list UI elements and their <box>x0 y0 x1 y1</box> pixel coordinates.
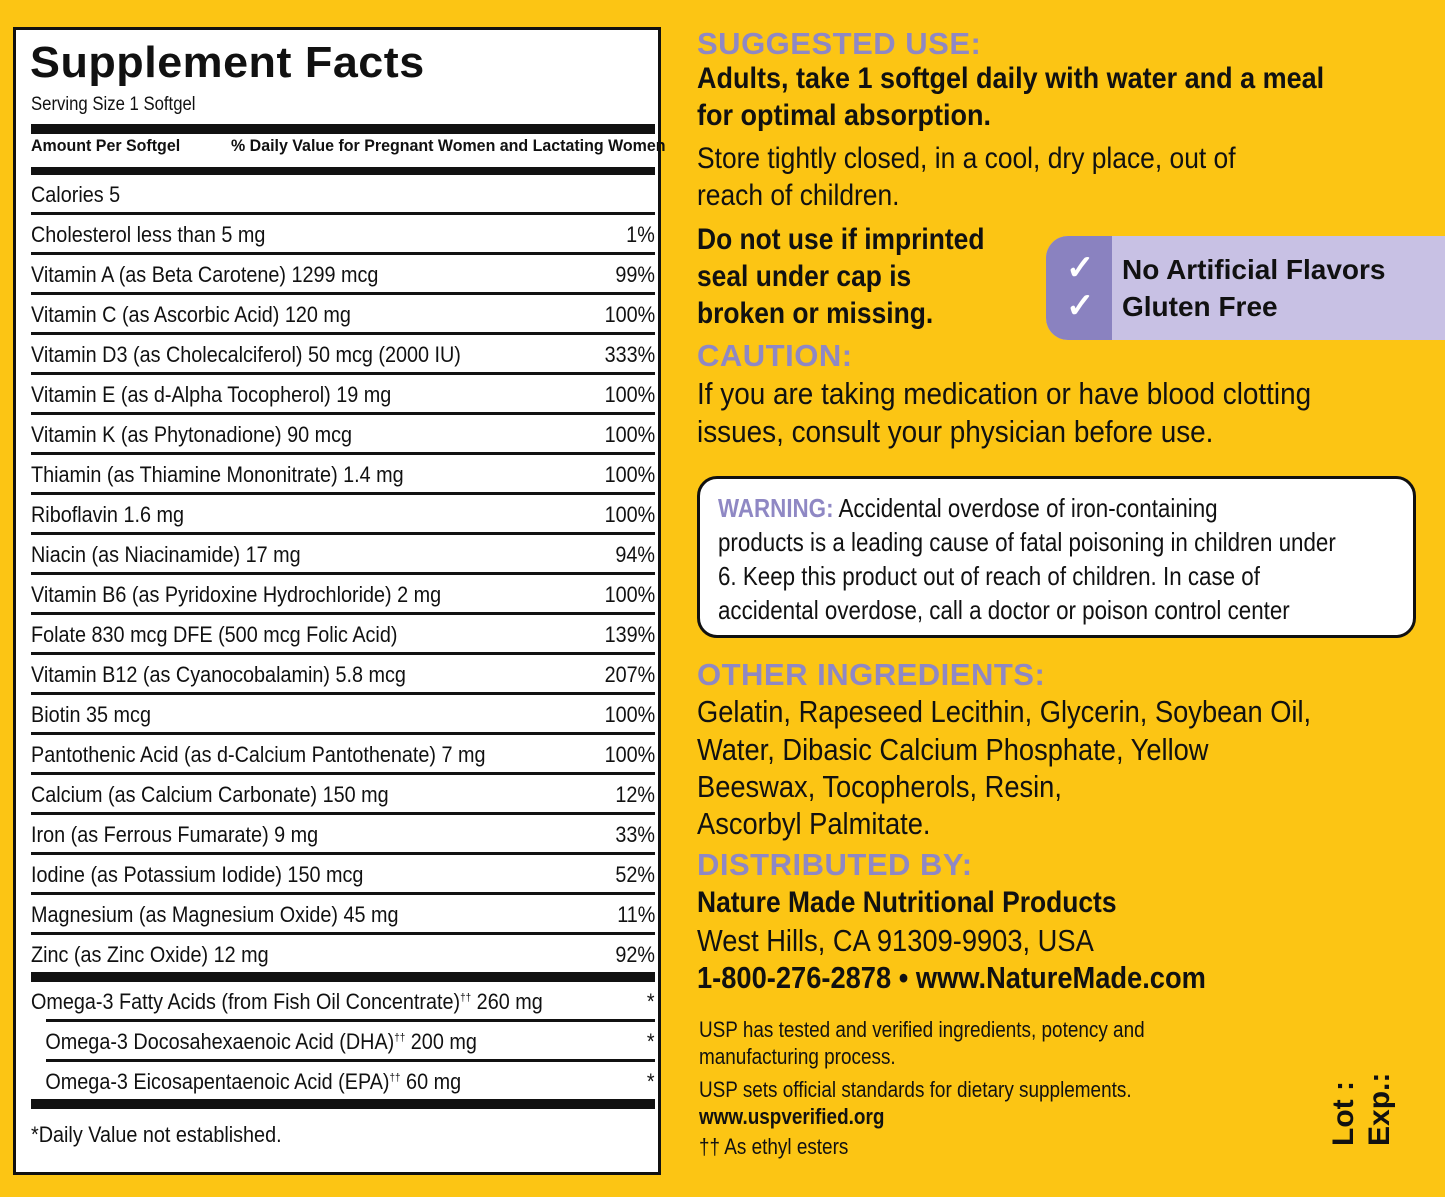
nutrient-row <box>31 935 655 975</box>
nutrient-row <box>31 615 655 655</box>
nutrient-dv: 92% <box>615 942 655 967</box>
nutrient-row <box>31 295 655 335</box>
calories-row <box>31 175 655 215</box>
warning-line: products is a leading cause of fatal poisoning in children under <box>718 527 1336 557</box>
nutrient-name: Vitamin D3 (as Cholecalciferol) 50 mcg (2000 IU) <box>31 342 461 367</box>
nutrient-row <box>31 815 655 855</box>
nutrient-dv: 94% <box>615 542 655 567</box>
thick-divider <box>31 167 655 175</box>
row-divider <box>31 1099 655 1109</box>
nutrient-name: Thiamin (as Thiamine Mononitrate) 1.4 mg <box>31 462 404 487</box>
ingredients-line: Ascorbyl Palmitate. <box>697 806 931 841</box>
nutrient-row <box>31 415 655 455</box>
omega-dv: * <box>647 1029 655 1054</box>
nutrient-row <box>31 895 655 935</box>
checkmark-icon: ✓ <box>1066 249 1095 287</box>
nutrient-row <box>31 215 655 255</box>
checkmark-icon: ✓ <box>1066 287 1095 325</box>
nutrient-dv: 333% <box>604 342 655 367</box>
nutrient-dv: 100% <box>604 742 655 767</box>
nutrient-name: Vitamin E (as d-Alpha Tocopherol) 19 mg <box>31 382 392 407</box>
header-dv: % Daily Value for Pregnant Women and Lactating Women <box>230 136 666 155</box>
row-divider <box>31 972 655 982</box>
nutrient-row <box>31 335 655 375</box>
nutrient-row <box>31 855 655 895</box>
facts-title: Supplement Facts <box>30 38 425 87</box>
nutrient-dv: 99% <box>615 262 655 287</box>
nutrient-row <box>31 495 655 535</box>
seal-warning: broken or missing. <box>697 297 934 330</box>
nutrient-dv: 11% <box>616 902 655 927</box>
warning-line: 6. Keep this product out of reach of children. In case of <box>718 561 1260 591</box>
company-address: West Hills, CA 91309-9903, USA <box>697 923 1094 958</box>
nutrient-dv: 100% <box>604 382 655 407</box>
nutrient-name: Magnesium (as Magnesium Oxide) 45 mg <box>31 902 399 927</box>
header-amount: Amount Per Softgel <box>31 136 181 155</box>
nutrient-name: Calcium (as Calcium Carbonate) 150 mg <box>31 782 389 807</box>
warning-box <box>697 476 1416 638</box>
nutrient-name: Zinc (as Zinc Oxide) 12 mg <box>31 942 269 967</box>
caution-heading: CAUTION: <box>697 338 853 373</box>
warning-line: accidental overdose, call a doctor or poison control center <box>718 595 1290 625</box>
caution-text: issues, consult your physician before use. <box>697 414 1214 449</box>
supplement-facts-panel <box>13 27 666 1175</box>
nutrient-row <box>31 255 655 295</box>
nutrient-dv: 100% <box>604 702 655 727</box>
storage-text: reach of children. <box>697 179 900 212</box>
distributed-by-heading: DISTRIBUTED BY: <box>697 847 973 882</box>
lot-exp <box>1326 1073 1398 1146</box>
nutrient-dv: 12% <box>615 782 655 807</box>
nutrient-row <box>31 735 655 775</box>
nutrient-name: Vitamin B12 (as Cyanocobalamin) 5.8 mcg <box>31 662 406 687</box>
nutrient-dv: 100% <box>604 462 655 487</box>
nutrient-name: Vitamin A (as Beta Carotene) 1299 mcg <box>31 262 379 287</box>
nutrient-dv: 33% <box>615 822 655 847</box>
nutrient-dv: 100% <box>604 302 655 327</box>
nutrient-name: Vitamin B6 (as Pyridoxine Hydrochloride) 2 mg <box>31 582 442 607</box>
nutrient-row <box>31 775 655 815</box>
caution-text: If you are taking medication or have blood clotting <box>697 376 1312 411</box>
suggested-use-line: for optimal absorption. <box>697 99 992 132</box>
thick-divider <box>31 124 655 134</box>
nutrient-row <box>31 695 655 735</box>
nutrient-dv: 52% <box>615 862 655 887</box>
ethyl-esters-note: †† As ethyl esters <box>699 1134 849 1159</box>
ingredients-line: Water, Dibasic Calcium Phosphate, Yellow <box>697 732 1209 767</box>
claim-gluten-free: Gluten Free <box>1122 291 1278 322</box>
warning-line <box>718 493 1218 524</box>
omega-row <box>31 1062 655 1102</box>
exp-label: Exp.: <box>1363 1072 1396 1146</box>
nutrient-name: Vitamin C (as Ascorbic Acid) 120 mg <box>31 302 351 327</box>
nutrient-name: Pantothenic Acid (as d-Calcium Pantothenate) 7 mg <box>31 742 486 767</box>
other-ingredients-heading: OTHER INGREDIENTS: <box>697 657 1046 692</box>
warning-text: Accidental overdose of iron-containing <box>833 493 1218 523</box>
nutrient-dv: 139% <box>604 622 655 647</box>
omega-name: Omega-3 Fatty Acids (from Fish Oil Concentrate)†† 260 mg <box>31 989 543 1014</box>
nutrient-dv: 100% <box>604 582 655 607</box>
ingredients-line: Beeswax, Tocopherols, Resin, <box>697 769 1062 804</box>
ingredients-line: Gelatin, Rapeseed Lecithin, Glycerin, Soybean Oil, <box>697 694 1312 729</box>
nutrient-row <box>31 575 655 615</box>
usp-text: manufacturing process. <box>699 1044 896 1069</box>
nutrient-name: Iron (as Ferrous Fumarate) 9 mg <box>31 822 319 847</box>
seal-warning: Do not use if imprinted <box>697 223 985 256</box>
nutrient-name: Niacin (as Niacinamide) 17 mg <box>31 542 301 567</box>
nutrient-dv: 1% <box>626 222 655 247</box>
nutrient-row <box>31 455 655 495</box>
nutrient-row <box>31 375 655 415</box>
column-header <box>31 136 666 156</box>
omega-row <box>31 982 655 1022</box>
nutrient-name: Folate 830 mcg DFE (500 mcg Folic Acid) <box>31 622 398 647</box>
usp-url[interactable]: www.uspverified.org <box>699 1104 885 1129</box>
omega-dv: * <box>647 989 655 1014</box>
nutrient-name: Vitamin K (as Phytonadione) 90 mcg <box>31 422 353 447</box>
nutrient-row <box>31 535 655 575</box>
company-name: Nature Made Nutritional Products <box>697 886 1117 919</box>
nutrient-dv: 207% <box>604 662 655 687</box>
omega-name: Omega-3 Eicosapentaenoic Acid (EPA)†† 60 mg <box>45 1069 462 1094</box>
nutrient-name: Cholesterol less than 5 mg <box>31 222 266 247</box>
suggested-use-line: Adults, take 1 softgel daily with water and a meal <box>697 62 1325 95</box>
seal-warning: seal under cap is <box>697 260 912 293</box>
nutrient-name: Iodine (as Potassium Iodide) 150 mcg <box>31 862 364 887</box>
storage-text: Store tightly closed, in a cool, dry place, out of <box>697 142 1236 175</box>
nutrient-row <box>31 655 655 695</box>
calories: Calories 5 <box>31 182 121 207</box>
claims-badge <box>1046 236 1445 340</box>
nutrient-name: Riboflavin 1.6 mg <box>31 502 184 527</box>
nutrient-dv: 100% <box>604 422 655 447</box>
lot-label: Lot : <box>1327 1081 1360 1146</box>
usp-text: USP sets official standards for dietary supplements. <box>699 1077 1132 1102</box>
nutrient-dv: 100% <box>604 502 655 527</box>
serving-size: Serving Size 1 Softgel <box>31 94 196 115</box>
omega-name: Omega-3 Docosahexaenoic Acid (DHA)†† 200 mg <box>45 1029 477 1054</box>
usp-text: USP has tested and verified ingredients, potency and <box>699 1017 1145 1042</box>
nutrient-name: Biotin 35 mcg <box>31 702 151 727</box>
omega-row <box>31 1022 655 1062</box>
claim-no-artificial-flavors: No Artificial Flavors <box>1122 254 1386 285</box>
warning-label: WARNING: <box>718 493 834 523</box>
suggested-use-heading: SUGGESTED USE: <box>697 26 982 61</box>
omega-dv: * <box>647 1069 655 1094</box>
company-contact: 1-800-276-2878 • www.NatureMade.com <box>697 960 1206 995</box>
footnote: *Daily Value not established. <box>31 1122 282 1147</box>
